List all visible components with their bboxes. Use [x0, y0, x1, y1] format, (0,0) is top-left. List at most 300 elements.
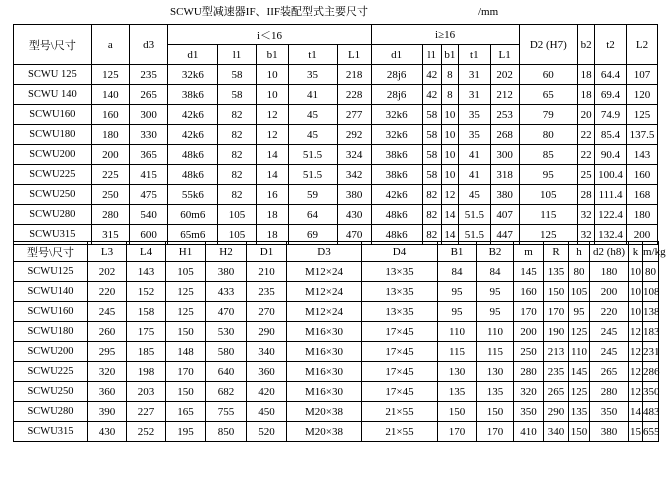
column-header: m/kg: [643, 242, 659, 262]
cell-b1: 12: [441, 185, 458, 205]
cell-a: 200: [91, 145, 129, 165]
table-cell: 150: [544, 282, 569, 302]
cell-D2: 125: [519, 225, 578, 245]
table-cell: 252: [127, 422, 166, 442]
cell-L1: 268: [490, 125, 519, 145]
table-cell: 135: [477, 382, 514, 402]
cell-t1: 31: [458, 65, 490, 85]
table-cell: 105: [166, 262, 206, 282]
table-cell: 420: [247, 382, 287, 402]
table-cell: M12×24: [287, 262, 362, 282]
table-cell: 148: [166, 342, 206, 362]
cell-t1: 64: [288, 205, 337, 225]
table-cell: M16×30: [287, 342, 362, 362]
cell-d1: 48k6: [371, 225, 422, 245]
cell-t2: 132.4: [595, 225, 627, 245]
table-cell: 231: [643, 342, 659, 362]
cell-l1: 58: [422, 165, 441, 185]
table-cell: 125: [166, 282, 206, 302]
caption-title: SCWU型减速器IF、IIF装配型式主要尺寸: [170, 6, 369, 18]
cell-a: 160: [91, 105, 129, 125]
table-cell: 165: [166, 402, 206, 422]
table-cell: 203: [127, 382, 166, 402]
cell-b2: 18: [578, 65, 595, 85]
column-header: D4: [362, 242, 438, 262]
cell-L1: 292: [337, 125, 371, 145]
table-cell: 280: [514, 362, 544, 382]
cell-L2: 137.5: [627, 125, 658, 145]
cell-t2: 90.4: [595, 145, 627, 165]
cell-b2: 22: [578, 145, 595, 165]
cell-l1: 105: [218, 205, 256, 225]
column-header: h: [569, 242, 590, 262]
cell-d1: 48k6: [168, 145, 218, 165]
table-cell: 190: [544, 322, 569, 342]
table-cell: 108: [643, 282, 659, 302]
table-caption: [0, 4, 667, 20]
cell-D2: 105: [519, 185, 578, 205]
column-header: B1: [438, 242, 477, 262]
cell-L1: 300: [490, 145, 519, 165]
cell-d1: 42k6: [168, 105, 218, 125]
cell-d1: 60m6: [168, 205, 218, 225]
table-cell: M16×30: [287, 322, 362, 342]
cell-l1: 82: [218, 185, 256, 205]
cell-L1: 318: [490, 165, 519, 185]
table-cell: 180: [590, 262, 629, 282]
cell-t1: 51.5: [288, 145, 337, 165]
cell-d3: 300: [130, 105, 168, 125]
table-cell: 170: [514, 302, 544, 322]
table-cell: 17×45: [362, 362, 438, 382]
table-row: [14, 422, 659, 442]
cell-b1: 12: [256, 125, 288, 145]
table-cell: 95: [477, 302, 514, 322]
cell-L1: 407: [490, 205, 519, 225]
table-cell: 145: [514, 262, 544, 282]
cell-t2: 111.4: [595, 185, 627, 205]
table-cell: 138: [643, 302, 659, 322]
cell-t1: 51.5: [458, 225, 490, 245]
table-cell: 80: [643, 262, 659, 282]
cell-D2: 85: [519, 145, 578, 165]
table-cell: 84: [477, 262, 514, 282]
cell-L2: 107: [627, 65, 658, 85]
column-header: L3: [88, 242, 127, 262]
table-cell: 380: [206, 262, 247, 282]
cell-b1: 10: [441, 105, 458, 125]
table-cell: 580: [206, 342, 247, 362]
subheader-b1: b1: [441, 45, 458, 65]
cell-d3: 365: [130, 145, 168, 165]
table-cell: 850: [206, 422, 247, 442]
column-header: R: [544, 242, 569, 262]
table-row: [14, 382, 659, 402]
table-cell: 80: [569, 262, 590, 282]
column-header: B2: [477, 242, 514, 262]
table-cell: M20×38: [287, 422, 362, 442]
cell-d1: 48k6: [371, 205, 422, 225]
cell-t1: 45: [288, 125, 337, 145]
table-cell: 125: [166, 302, 206, 322]
subheader-l1: l1: [422, 45, 441, 65]
cell-t1: 45: [458, 185, 490, 205]
cell-l1: 105: [218, 225, 256, 245]
table-cell: 245: [590, 342, 629, 362]
table-cell: 235: [544, 362, 569, 382]
cell-L2: 125: [627, 105, 658, 125]
table-cell: 380: [590, 422, 629, 442]
cell-d1: 28j6: [371, 65, 422, 85]
table-row: [14, 125, 658, 145]
table-cell: 235: [247, 282, 287, 302]
table-cell: 350: [643, 382, 659, 402]
table-cell: M16×30: [287, 362, 362, 382]
cell-t2: 64.4: [595, 65, 627, 85]
row-header-cell: SCWU280: [14, 402, 88, 422]
cell-l1: 82: [422, 185, 441, 205]
cell-L1: 430: [337, 205, 371, 225]
table-cell: 84: [438, 262, 477, 282]
cell-d1: 32k6: [371, 105, 422, 125]
table-row: [14, 402, 659, 422]
cell-a: 180: [91, 125, 129, 145]
table-cell: 12: [629, 342, 643, 362]
table-cell: 655: [643, 422, 659, 442]
table-cell: 17×45: [362, 342, 438, 362]
row-header-cell: SCWU140: [14, 282, 88, 302]
header-a: a: [91, 25, 129, 65]
cell-L1: 380: [490, 185, 519, 205]
cell-b1: 8: [441, 85, 458, 105]
table-cell: 290: [544, 402, 569, 422]
cell-L1: 212: [490, 85, 519, 105]
cell-d1: 42k6: [371, 185, 422, 205]
cell-b1: 14: [256, 145, 288, 165]
table-row: [14, 205, 658, 225]
cell-b2: 32: [578, 225, 595, 245]
cell-d3: 415: [130, 165, 168, 185]
cell-b2: 25: [578, 165, 595, 185]
cell-t1: 35: [458, 125, 490, 145]
cell-d1: 28j6: [371, 85, 422, 105]
table-cell: 170: [166, 362, 206, 382]
column-header: D1: [247, 242, 287, 262]
cell-d3: 475: [130, 185, 168, 205]
table-cell: 135: [438, 382, 477, 402]
cell-L1: 324: [337, 145, 371, 165]
cell-d3: 235: [130, 65, 168, 85]
table-cell: 130: [477, 362, 514, 382]
table-cell: 21×55: [362, 402, 438, 422]
table-cell: 433: [206, 282, 247, 302]
cell-b2: 32: [578, 205, 595, 225]
dimensions-table-upper: [13, 24, 658, 245]
subheader-l1: l1: [218, 45, 256, 65]
group-header-i-lt-16: i＜16: [168, 25, 371, 45]
cell-t2: 100.4: [595, 165, 627, 185]
cell-b1: 10: [256, 85, 288, 105]
cell-D2: 65: [519, 85, 578, 105]
table-row: [14, 342, 659, 362]
cell-l1: 58: [422, 145, 441, 165]
subheader-d1: d1: [168, 45, 218, 65]
column-header: H2: [206, 242, 247, 262]
table-cell: M12×24: [287, 302, 362, 322]
cell-d1: 65m6: [168, 225, 218, 245]
table-cell: 195: [166, 422, 206, 442]
table-cell: 110: [569, 342, 590, 362]
cell-L1: 202: [490, 65, 519, 85]
row-header-cell: SCWU250: [14, 382, 88, 402]
table-row: [14, 165, 658, 185]
cell-a: 125: [91, 65, 129, 85]
cell-t2: 69.4: [595, 85, 627, 105]
table-cell: 150: [166, 322, 206, 342]
cell-b2: 22: [578, 125, 595, 145]
row-header-cell: SCWU160: [14, 105, 92, 125]
cell-t1: 41: [458, 145, 490, 165]
cell-D2: 79: [519, 105, 578, 125]
table-cell: 158: [127, 302, 166, 322]
cell-d3: 600: [130, 225, 168, 245]
row-header-cell: SCWU125: [14, 262, 88, 282]
cell-a: 225: [91, 165, 129, 185]
table-cell: 125: [569, 382, 590, 402]
cell-d1: 38k6: [371, 145, 422, 165]
table-cell: 210: [247, 262, 287, 282]
cell-l1: 58: [218, 65, 256, 85]
table-cell: 135: [569, 402, 590, 422]
cell-l1: 42: [422, 65, 441, 85]
table-cell: 340: [544, 422, 569, 442]
cell-l1: 58: [422, 105, 441, 125]
table-cell: M16×30: [287, 382, 362, 402]
table-cell: 470: [206, 302, 247, 322]
table-cell: 110: [438, 322, 477, 342]
table-cell: 350: [514, 402, 544, 422]
cell-L2: 180: [627, 205, 658, 225]
table-cell: 95: [438, 302, 477, 322]
table-cell: 202: [88, 262, 127, 282]
cell-L2: 160: [627, 165, 658, 185]
table-row: [14, 302, 659, 322]
column-header: m: [514, 242, 544, 262]
cell-b1: 14: [441, 205, 458, 225]
table-cell: 390: [88, 402, 127, 422]
row-header-cell: SCWU225: [14, 362, 88, 382]
row-header-cell: SCWU315: [14, 225, 92, 245]
header-row: [14, 242, 659, 262]
cell-t1: 41: [288, 85, 337, 105]
cell-b1: 8: [441, 65, 458, 85]
table-cell: 270: [247, 302, 287, 322]
header-t2: t2: [595, 25, 627, 65]
cell-l1: 58: [218, 85, 256, 105]
cell-t1: 59: [288, 185, 337, 205]
cell-t1: 35: [458, 105, 490, 125]
cell-b1: 18: [256, 225, 288, 245]
table-cell: 175: [127, 322, 166, 342]
table-cell: 183: [643, 322, 659, 342]
cell-l1: 82: [218, 145, 256, 165]
cell-t1: 45: [288, 105, 337, 125]
table-cell: 200: [590, 282, 629, 302]
table-cell: 150: [569, 422, 590, 442]
subheader-t1: t1: [458, 45, 490, 65]
cell-l1: 82: [218, 105, 256, 125]
row-header-cell: SCWU315: [14, 422, 88, 442]
table-cell: 286: [643, 362, 659, 382]
cell-d1: 38k6: [371, 165, 422, 185]
cell-l1: 82: [422, 205, 441, 225]
table-cell: 10: [629, 282, 643, 302]
table-cell: 143: [127, 262, 166, 282]
table-cell: 320: [88, 362, 127, 382]
header-b2: b2: [578, 25, 595, 65]
header-d3: d3: [130, 25, 168, 65]
table-cell: 152: [127, 282, 166, 302]
cell-b1: 14: [256, 165, 288, 185]
table-cell: 95: [569, 302, 590, 322]
cell-L1: 228: [337, 85, 371, 105]
header-D2: D2 (H7): [519, 25, 578, 65]
table-cell: 245: [590, 322, 629, 342]
table-row: [14, 322, 659, 342]
row-header-cell: SCWU225: [14, 165, 92, 185]
table-cell: 130: [438, 362, 477, 382]
column-header: L4: [127, 242, 166, 262]
table-cell: 295: [88, 342, 127, 362]
subheader-b1: b1: [256, 45, 288, 65]
table-cell: 105: [569, 282, 590, 302]
cell-D2: 95: [519, 165, 578, 185]
cell-t1: 51.5: [458, 205, 490, 225]
table-cell: M12×24: [287, 282, 362, 302]
table-cell: 115: [477, 342, 514, 362]
cell-L1: 470: [337, 225, 371, 245]
cell-d1: 55k6: [168, 185, 218, 205]
header-L2: L2: [627, 25, 658, 65]
cell-d1: 32k6: [371, 125, 422, 145]
subheader-d1: d1: [371, 45, 422, 65]
table-cell: 110: [477, 322, 514, 342]
table-cell: 145: [569, 362, 590, 382]
table-cell: 280: [590, 382, 629, 402]
table-row: [14, 105, 658, 125]
cell-D2: 115: [519, 205, 578, 225]
group-header-i-ge-16: i≥16: [371, 25, 519, 45]
table-row: [14, 362, 659, 382]
cell-t2: 85.4: [595, 125, 627, 145]
table-row: [14, 185, 658, 205]
table-cell: 170: [438, 422, 477, 442]
table-cell: 410: [514, 422, 544, 442]
table-row: [14, 145, 658, 165]
table-cell: 21×55: [362, 422, 438, 442]
cell-a: 140: [91, 85, 129, 105]
row-header-cell: SCWU 140: [14, 85, 92, 105]
subheader-L1: L1: [337, 45, 371, 65]
table-cell: 755: [206, 402, 247, 422]
cell-t1: 69: [288, 225, 337, 245]
row-header-cell: SCWU180: [14, 125, 92, 145]
table-cell: 170: [544, 302, 569, 322]
cell-b1: 10: [441, 125, 458, 145]
cell-a: 250: [91, 185, 129, 205]
cell-L1: 277: [337, 105, 371, 125]
table-cell: 290: [247, 322, 287, 342]
table-cell: 360: [88, 382, 127, 402]
table-cell: 10: [629, 302, 643, 322]
cell-d1: 48k6: [168, 165, 218, 185]
cell-d3: 540: [130, 205, 168, 225]
table-cell: 12: [629, 322, 643, 342]
column-header: H1: [166, 242, 206, 262]
cell-b2: 20: [578, 105, 595, 125]
table-cell: 10: [629, 262, 643, 282]
cell-L1: 380: [337, 185, 371, 205]
table-cell: 430: [88, 422, 127, 442]
cell-d1: 42k6: [168, 125, 218, 145]
table-cell: 17×45: [362, 382, 438, 402]
table-cell: 250: [514, 342, 544, 362]
cell-t1: 51.5: [288, 165, 337, 185]
table-cell: 220: [88, 282, 127, 302]
table-cell: 95: [438, 282, 477, 302]
table-cell: 520: [247, 422, 287, 442]
cell-d3: 330: [130, 125, 168, 145]
cell-t1: 31: [458, 85, 490, 105]
cell-b1: 18: [256, 205, 288, 225]
cell-l1: 42: [422, 85, 441, 105]
table-cell: 160: [514, 282, 544, 302]
table-cell: 245: [88, 302, 127, 322]
table-cell: 350: [590, 402, 629, 422]
cell-l1: 82: [218, 125, 256, 145]
subheader-L1: L1: [490, 45, 519, 65]
table-cell: 530: [206, 322, 247, 342]
table-cell: 198: [127, 362, 166, 382]
table-cell: 17×45: [362, 322, 438, 342]
cell-l1: 82: [422, 225, 441, 245]
cell-L1: 218: [337, 65, 371, 85]
row-header-cell: SCWU160: [14, 302, 88, 322]
table-cell: 227: [127, 402, 166, 422]
cell-L1: 342: [337, 165, 371, 185]
row-header-cell: SCWU250: [14, 185, 92, 205]
table-row: [14, 85, 658, 105]
cell-D2: 60: [519, 65, 578, 85]
table-cell: 170: [477, 422, 514, 442]
corner-header: 型号\尺寸: [14, 25, 92, 65]
table-cell: 14: [629, 402, 643, 422]
cell-b2: 18: [578, 85, 595, 105]
table-cell: 320: [514, 382, 544, 402]
table-cell: 95: [477, 282, 514, 302]
cell-d3: 265: [130, 85, 168, 105]
cell-l1: 82: [218, 165, 256, 185]
column-header: k: [629, 242, 643, 262]
cell-d1: 32k6: [168, 65, 218, 85]
cell-L1: 253: [490, 105, 519, 125]
table-cell: 13×35: [362, 262, 438, 282]
cell-b1: 14: [441, 225, 458, 245]
cell-b1: 12: [256, 105, 288, 125]
subheader-t1: t1: [288, 45, 337, 65]
cell-a: 280: [91, 205, 129, 225]
table-cell: 265: [544, 382, 569, 402]
